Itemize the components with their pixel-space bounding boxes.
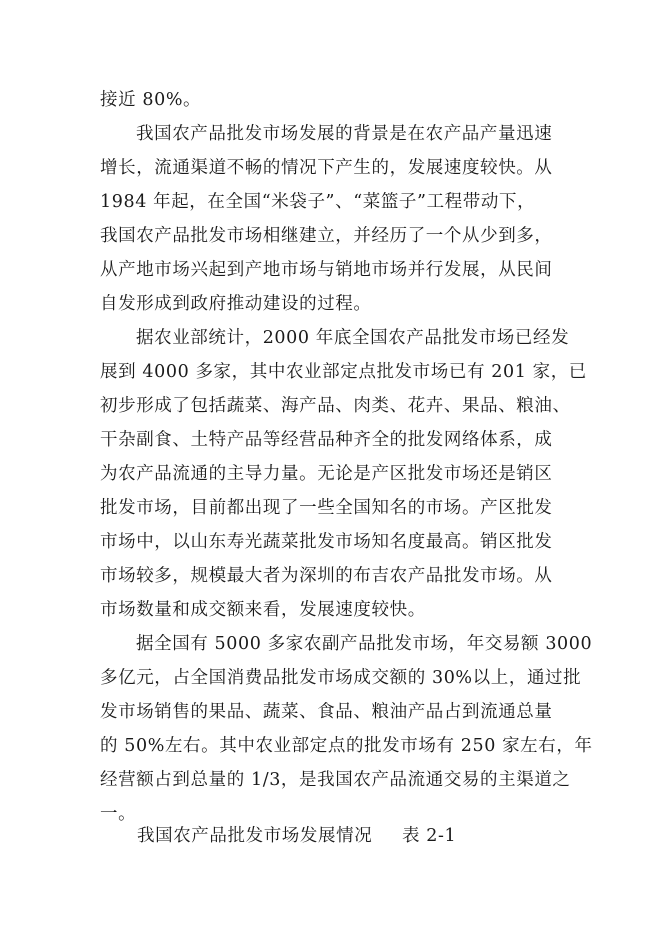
paragraph-line: 增长，流通渠道不畅的情况下产生的，发展速度较快。从 — [100, 158, 553, 178]
paragraph-line: 初步形成了包括蔬菜、海产品、肉类、花卉、果品、粮油、 — [100, 396, 571, 416]
paragraph-line: 为农产品流通的主导力量。无论是产区批发市场还是销区 — [100, 464, 553, 484]
paragraph-line: 发市场销售的果品、蔬菜、食品、粮油产品占到流通总量 — [100, 702, 553, 722]
paragraph-line: 多亿元，占全国消费品批发市场成交额的 30%以上，通过批 — [100, 668, 582, 688]
paragraph-line: 批发市场，目前都出现了一些全国知名的市场。产区批发 — [100, 498, 553, 518]
paragraph-line: 市场中，以山东寿光蔬菜批发市场知名度最高。销区批发 — [100, 532, 553, 552]
paragraph-line: 据农业部统计，2000 年底全国农产品批发市场已经发 — [136, 328, 570, 348]
paragraph-line: 从产地市场兴起到产地市场与销地市场并行发展，从民间 — [100, 260, 553, 280]
paragraph-line: 自发形成到政府推动建设的过程。 — [100, 294, 372, 314]
table-caption: 我国农产品批发市场发展情况 — [137, 826, 373, 846]
paragraph-line: 一。 — [100, 804, 137, 824]
paragraph-line: 接近 80%。 — [100, 90, 202, 110]
paragraph-line: 市场较多，规模最大者为深圳的布吉农产品批发市场。从 — [100, 566, 553, 586]
paragraph-line: 经营额占到总量的 1/3，是我国农产品流通交易的主渠道之 — [100, 770, 571, 790]
paragraph-line: 的 50%左右。其中农业部定点的批发市场有 250 家左右，年 — [100, 736, 593, 756]
paragraph-line: 市场数量和成交额来看，发展速度较快。 — [100, 600, 426, 620]
table-number: 表 2-1 — [402, 826, 457, 846]
paragraph-line: 干杂副食、土特产品等经营品种齐全的批发网络体系，成 — [100, 430, 553, 450]
paragraph-line: 我国农产品批发市场发展的背景是在农产品产量迅速 — [136, 124, 553, 144]
paragraph-line: 1984 年起，在全国“米袋子”、“菜篮子”工程带动下， — [100, 192, 536, 212]
paragraph-line: 展到 4000 多家，其中农业部定点批发市场已有 201 家，已 — [100, 362, 587, 382]
paragraph-line: 据全国有 5000 多家农副产品批发市场，年交易额 3000 — [136, 634, 593, 654]
paragraph-line: 我国农产品批发市场相继建立，并经历了一个从少到多， — [100, 226, 553, 246]
